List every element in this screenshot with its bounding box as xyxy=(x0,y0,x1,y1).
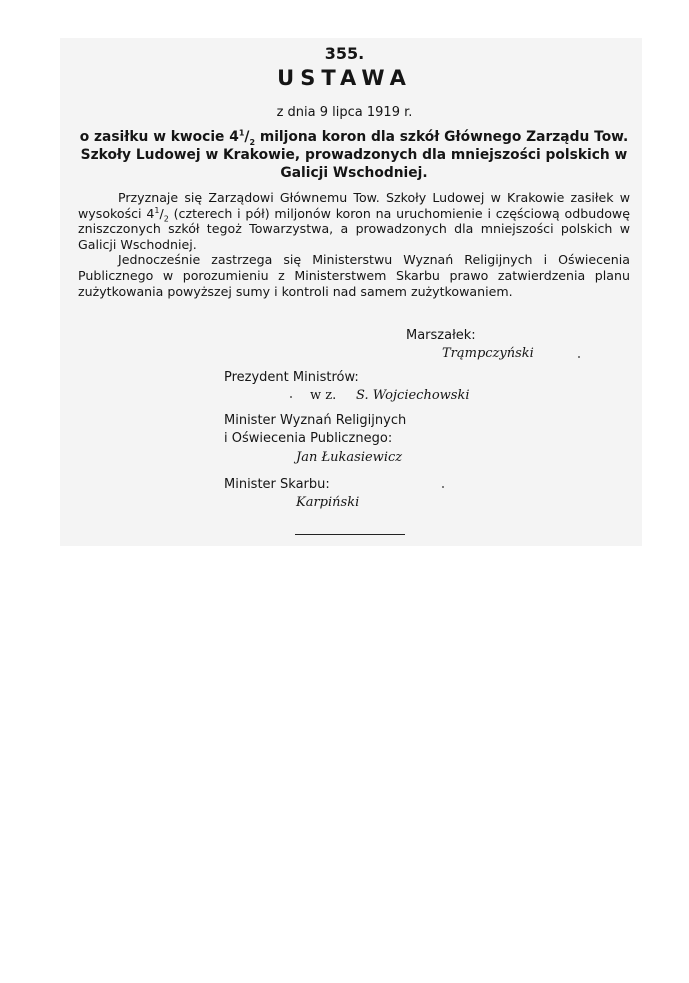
marshal-signature: Trąmpczyński xyxy=(442,346,534,361)
paragraph-1: Przyznaje się Zarządowi Głównemu Tow. Szkoły Ludowej w Krakowie zasiłek w wysokości $4^1/_2$ (czterech i pół) miljonów koron na uruchomienie i częściową odbudowę zniszczonych szkół tegoż Towarzystwa, a prowadzonych dla mniejszości polskich w Galicji Wschodniej. xyxy=(78,190,630,252)
paragraph-1-fraction-numerator: 1 xyxy=(154,205,160,215)
scan-speck xyxy=(442,486,444,488)
paragraph-1-post: (czterech i pół) miljonów koron na uruchomienie i częściową odbudowę zniszczonych szkół tegoż Towarzystwa, a prowadzonych dla mniejszości polskich w Galicji Wschodniej. xyxy=(78,205,630,252)
scan-speck xyxy=(578,356,580,358)
treasury-minister-signature: Karpiński xyxy=(296,495,360,510)
document-date: z dnia 9 lipca 1919 r. xyxy=(276,105,413,120)
heading-text-pre: o zasiłku w kwocie 4 xyxy=(79,129,239,145)
prime-minister-deputy-prefix: w z. xyxy=(310,388,337,403)
heading-fraction-numerator: 1 xyxy=(238,128,245,138)
heading-fraction-denominator: 2 xyxy=(249,137,256,147)
scan-speck xyxy=(290,396,292,398)
treasury-minister-label: Minister Skarbu: xyxy=(224,477,330,492)
act-body xyxy=(78,190,630,299)
education-minister-label-line-1: Minister Wyznań Religijnych xyxy=(224,413,407,428)
prime-minister-signature: S. Wojciechowski xyxy=(356,388,470,403)
prime-minister-label: Prezydent Ministrów: xyxy=(224,370,359,385)
closing-rule xyxy=(295,534,405,535)
paragraph-1-pre: Przyznaje się Zarządowi Głównemu Tow. Szkoły Ludowej w Krakowie zasiłek w wysokości 4 xyxy=(78,190,630,221)
paragraph-2: Jednocześnie zastrzega się Ministerstwu Wyznań Religijnych i Oświecenia Publicznego w porozumieniu z Ministerstwem Skarbu prawo zatwierdzenia planu zużytkowania powyższej sumy i kontroli nad samem zużytkowaniem. xyxy=(78,252,630,299)
paragraph-1-fraction-denominator: 2 xyxy=(163,214,169,224)
page-number: 355. xyxy=(324,44,365,63)
education-minister-label-line-2: i Oświecenia Publicznego: xyxy=(224,431,393,446)
act-heading: o zasiłku w kwocie $4^1/_2$ miljona koron dla szkół Głównego Zarządu Tow. Szkoły Ludowej w Krakowie, prowadzonych dla mniejszości polskich w Galicji Wschodniej. xyxy=(79,128,629,181)
heading-text-post: miljona koron dla szkół Głównego Zarządu Tow. Szkoły Ludowej w Krakowie, prowadzonych dla mniejszości polskich w Galicji Wschodniej. xyxy=(80,129,629,181)
document-title: USTAWA xyxy=(277,66,412,90)
education-minister-signature: Jan Łukasiewicz xyxy=(296,450,403,465)
marshal-label: Marszałek: xyxy=(406,328,476,343)
